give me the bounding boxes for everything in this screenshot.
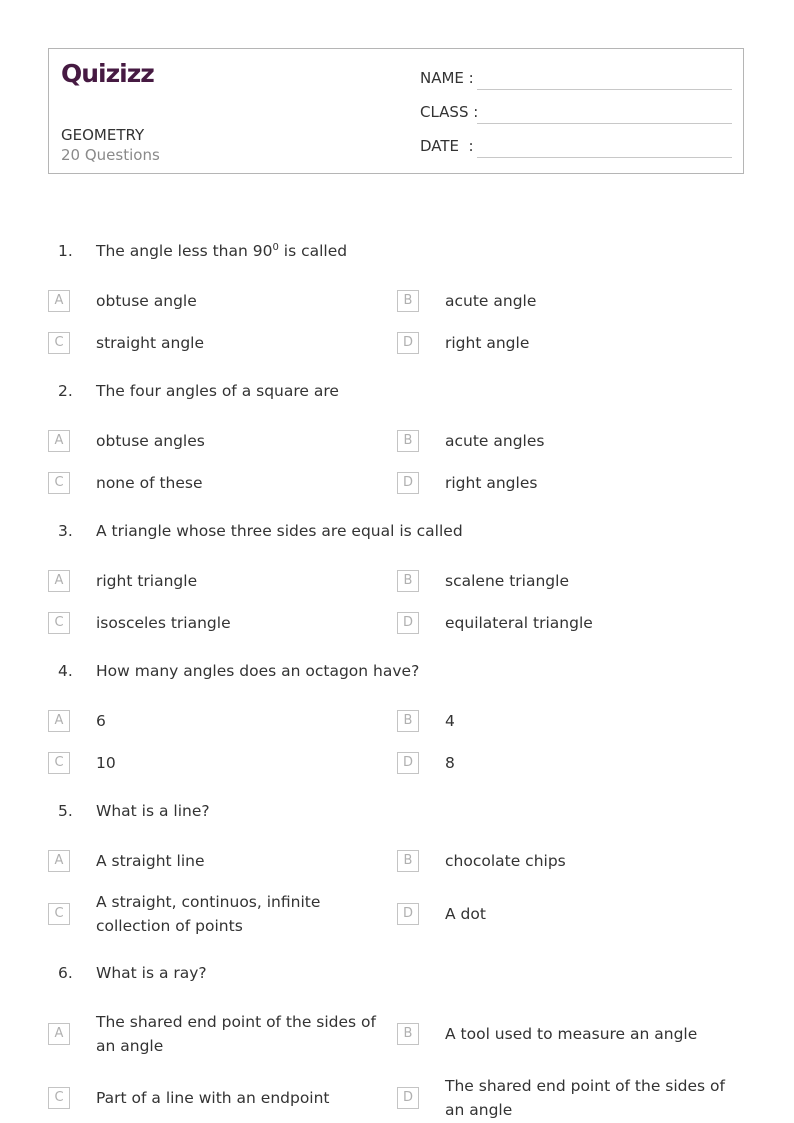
option-d-text: right angle xyxy=(445,334,530,352)
option-b-text: chocolate chips xyxy=(445,852,566,870)
date-label: DATE : xyxy=(420,137,474,155)
name-label: NAME : xyxy=(420,69,474,87)
question-number: 4. xyxy=(58,662,73,680)
option-a-box[interactable]: A xyxy=(48,430,70,452)
option-a-box[interactable]: A xyxy=(48,1023,70,1045)
option-c-text: Part of a line with an endpoint xyxy=(96,1089,330,1107)
option-c-text: 10 xyxy=(96,754,116,772)
option-d-box[interactable]: D xyxy=(397,472,419,494)
option-a-text: A straight line xyxy=(96,852,205,870)
option-c-text: none of these xyxy=(96,474,203,492)
option-d-text: 8 xyxy=(445,754,455,772)
option-c-box[interactable]: C xyxy=(48,1087,70,1109)
option-c-text: straight angle xyxy=(96,334,205,352)
option-b-text: acute angles xyxy=(445,432,545,450)
option-c-text: A straight, continuos, infinite collection of points xyxy=(96,893,321,935)
option-b-text: scalene triangle xyxy=(445,572,569,590)
quizizz-logo: Quizizz xyxy=(61,59,154,88)
question-text: What is a line? xyxy=(96,802,210,820)
option-c-box[interactable]: C xyxy=(48,612,70,634)
option-b-box[interactable]: B xyxy=(397,710,419,732)
option-d-box[interactable]: D xyxy=(397,752,419,774)
worksheet-header xyxy=(48,48,744,174)
question-text: A triangle whose three sides are equal is called xyxy=(96,522,463,540)
question-text: The angle less than $90^0$ is called xyxy=(96,242,348,261)
option-c-box[interactable]: C xyxy=(48,752,70,774)
option-d-box[interactable]: D xyxy=(397,903,419,925)
option-d-box[interactable]: D xyxy=(397,612,419,634)
class-label: CLASS : xyxy=(420,103,479,121)
option-a-text: 6 xyxy=(96,712,106,730)
option-a-text: obtuse angles xyxy=(96,432,205,450)
question-number: 2. xyxy=(58,382,73,400)
option-b-text: A tool used to measure an angle xyxy=(445,1025,698,1043)
option-a-box[interactable]: A xyxy=(48,290,70,312)
option-b-text: 4 xyxy=(445,712,455,730)
question-text: What is a ray? xyxy=(96,964,207,982)
option-a-text: right triangle xyxy=(96,572,198,590)
option-c-text: isosceles triangle xyxy=(96,614,231,632)
option-a-box[interactable]: A xyxy=(48,570,70,592)
class-line xyxy=(477,123,732,124)
option-b-text: acute angle xyxy=(445,292,537,310)
question-number: 1. xyxy=(58,242,73,260)
option-c-box[interactable]: C xyxy=(48,472,70,494)
option-a-text: The shared end point of the sides of an angle xyxy=(96,1013,376,1055)
question-number: 3. xyxy=(58,522,73,540)
question-text: How many angles does an octagon have? xyxy=(96,662,420,680)
question-number: 5. xyxy=(58,802,73,820)
option-a-box[interactable]: A xyxy=(48,710,70,732)
option-d-text: A dot xyxy=(445,905,486,923)
option-b-box[interactable]: B xyxy=(397,850,419,872)
option-c-box[interactable]: C xyxy=(48,332,70,354)
option-d-box[interactable]: D xyxy=(397,332,419,354)
option-d-text: The shared end point of the sides of an angle xyxy=(445,1077,725,1119)
name-line xyxy=(477,89,732,90)
superscript: 0 xyxy=(272,242,279,253)
option-b-box[interactable]: B xyxy=(397,430,419,452)
option-d-box[interactable]: D xyxy=(397,1087,419,1109)
worksheet-title: GEOMETRY xyxy=(61,126,145,144)
date-line xyxy=(477,157,732,158)
option-a-text: obtuse angle xyxy=(96,292,197,310)
option-b-box[interactable]: B xyxy=(397,570,419,592)
option-b-box[interactable]: B xyxy=(397,290,419,312)
question-count: 20 Questions xyxy=(61,146,160,164)
option-d-text: equilateral triangle xyxy=(445,614,593,632)
question-text: The four angles of a square are xyxy=(96,382,339,400)
option-a-box[interactable]: A xyxy=(48,850,70,872)
option-b-box[interactable]: B xyxy=(397,1023,419,1045)
option-c-box[interactable]: C xyxy=(48,903,70,925)
question-number: 6. xyxy=(58,964,73,982)
option-d-text: right angles xyxy=(445,474,538,492)
